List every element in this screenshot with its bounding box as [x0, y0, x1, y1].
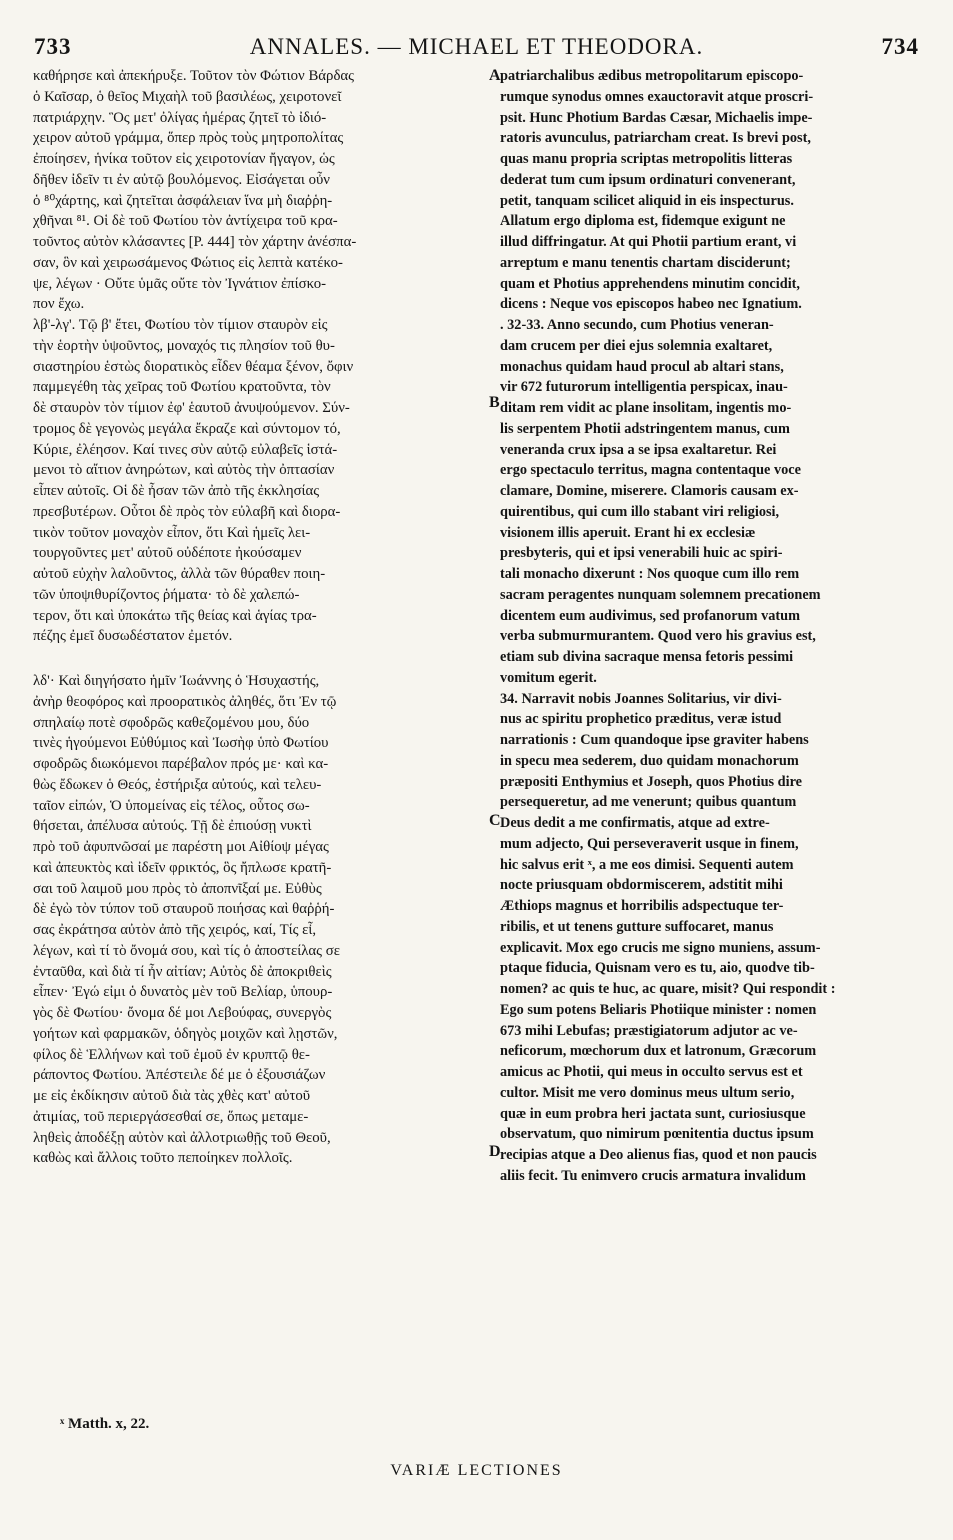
greek-column [33, 66, 488, 1406]
page-number-right: 734 [881, 34, 919, 59]
greek-text-line: ταῖον εἰπών, Ὁ ὑπομείνας εἰς τέλος, οὗτος σω- [33, 797, 310, 814]
latin-text-line: ribilis, et ut tenens gutture suffocaret, manus [500, 918, 774, 935]
greek-text-line: δῆθεν ἰδεῖν τι ἐν αὐτῷ βουλόμενος. Εἰσάγεται οὖν [33, 171, 330, 188]
greek-text-line: πον ἔχω. [33, 296, 85, 313]
greek-text-line: χειρον αὐτοῦ γράμμα, ὅπερ πρὸς τοὺς μητροπολίτας [33, 130, 344, 147]
greek-text-line: σας ἐκράτησα αὐτὸν ἀπὸ τῆς χειρός, καί, Τίς εἶ, [33, 922, 317, 938]
latin-text-line: . 32-33. Anno secundo, cum Photius veneran- [500, 317, 774, 333]
greek-text-line: ληθεὶς ἀποδέξῃ αὐτὸν καὶ ἀλλοτριωθῇς τοῦ Θεοῦ, [33, 1129, 331, 1146]
greek-text-line: ὁ ⁸⁰χάρτης, καὶ ζητεῖται ἀσφάλειαν ἵνα μὴ διαῤῥη- [33, 192, 333, 209]
latin-text-line: 34. Narravit nobis Joannes Solitarius, vir divi- [500, 690, 782, 707]
latin-text-line: sacram peragentes nunquam solemnem precationem [500, 586, 821, 603]
greek-text-line: σπηλαίῳ ποτὲ σφοδρῶς καθεζομένου μου, δύο [33, 714, 310, 731]
greek-text-line: καθήρησε καὶ ἀπεκήρυξε. Τοῦτον τὸν Φώτιον Βάρδας [33, 68, 355, 84]
latin-text-line: petit, tanquam scilicet aliquid in eis inspecturus. [500, 192, 794, 209]
greek-text-line: ἐποίησεν, ἡνίκα τοῦτον εἰς χειροτονίαν ἤγαγον, ὡς [33, 151, 335, 167]
latin-text-line: amicus ac Photii, qui meus in occulto servus est et [500, 1064, 803, 1080]
variae-lectiones-heading: VARIÆ LECTIONES [390, 1462, 563, 1479]
latin-text-line: lis serpentem Photii adstringentem manus, cum [500, 420, 790, 437]
latin-text-line: patriarchalibus ædibus metropolitarum episcopo- [500, 68, 804, 84]
running-title: ANNALES. — MICHAEL ET THEODORA. [249, 34, 704, 59]
latin-text-line: clamare, Domine, miserere. Clamoris causam ex- [500, 483, 799, 499]
greek-text-line: τερον, ὅτι καὶ ὑποκάτω τῆς θείας καὶ ἁγίας τρα- [33, 607, 317, 624]
greek-text-line: γὸς δὲ Φωτίου· ὄνομα δέ μοι Λεβούφας, συνεργὸς [33, 1005, 332, 1021]
greek-block-2 [33, 671, 488, 1169]
latin-text-line: explicavit. Mox ego crucis me signo muniens, assum- [500, 939, 821, 956]
greek-text-line: θήσεται, ἀπέλυσα αὐτούς. Τῇ δὲ ἐπιούσῃ νυκτὶ [33, 818, 312, 835]
greek-text-line: παμμεγέθη τὰς χεῖρας τοῦ Φωτίου κρατοῦντα, τὸν [33, 379, 331, 396]
latin-text-line: neficorum, mœchorum dux et latronum, Græcorum [500, 1043, 817, 1060]
latin-text-line: ergo spectaculo territus, magna contentaque voce [500, 462, 801, 479]
latin-text-line: ptaque fiducia, Quisnam vero es tu, aio, quodve tib- [500, 960, 815, 977]
latin-text-line: 673 mihi Lebufas; præstigiatorum adjutor ac ve- [500, 1022, 798, 1039]
greek-text-line: δὲ ἐγὼ τὸν τύπον τοῦ σταυροῦ ποιήσας καὶ θαῤῥή- [33, 901, 335, 918]
latin-text-line: quæ in eum probra heri jactata sunt, curiosiusque [500, 1105, 806, 1122]
greek-text-line: τρομος δὲ γεγονὼς μεγάλα ἔκραζε καὶ σύντομον τό, [33, 420, 341, 437]
latin-text-line: cultor. Misit me vero dominus meus ultum serio, [500, 1084, 795, 1101]
latin-text-line: persequeretur, ad me venerunt; quibus quantum [500, 794, 797, 811]
greek-text-line: ράποντος Φωτίου. Ἀπέστειλε δέ με ὁ ἐξουσιάζων [33, 1067, 326, 1084]
greek-text-line: καθὼς καὶ ἄλλοις τοῦτο πεποίηκεν πολλοῖς. [33, 1150, 293, 1167]
greek-text-line: πέζης ἐμεῖ δυσωδέστατον ἐμετόν. [33, 628, 233, 645]
greek-text-line: σιαστηρίου ἑστὼς διορατικὸς εἶδεν θέαμα ξένον, ὄφιν [33, 358, 354, 375]
latin-text-line: Deus dedit a me confirmatis, atque ad extre- [500, 815, 770, 831]
greek-text-line: ὁ Καῖσαρ, ὁ θεῖος Μιχαὴλ τοῦ βασιλέως, χειροτονεῖ [33, 88, 342, 105]
latin-text-line: visionem illis aperuit. Erant hi ex ecclesiæ [500, 524, 756, 541]
latin-text-line: mum adjecto, Qui perseveraverit usque in finem, [500, 835, 799, 852]
latin-text-line: dam crucem per diei ejus solemnia exaltaret, [500, 337, 773, 354]
latin-text-line: tali monacho dixerunt : Nos quoque cum illo rem [500, 566, 800, 582]
greek-text-line: σαι τοῦ λαιμοῦ μου πρὸς τὸ ἀποπνῖξαί με. Εὐθὺς [33, 880, 322, 897]
greek-text-line: ἐνταῦθα, καὶ διὰ τί ἦν αἰτίαν; Αὐτὸς δὲ ἀποκριθεὶς [33, 963, 332, 980]
greek-text-line: εἶπεν· Ἐγώ εἰμι ὁ δυνατὸς μὲν τοῦ Βελίαρ, ὑπουρ- [33, 984, 333, 1001]
latin-text-line: nomen? ac quis te huc, ac quare, misit? Qui respondit : [500, 981, 836, 997]
greek-text-line: τὴν ἑορτὴν ὑψοῦντος, μοναχός τις πλησίον τοῦ θυ- [33, 337, 335, 354]
greek-text-line: πρὸ τοῦ ἀφυπνῶσαί με παρέστη μοι Αἰθίοψ μέγας [33, 839, 329, 855]
latin-text-line: quam et Photius apprehendens minutim concidit, [500, 275, 801, 292]
latin-block-2 [500, 689, 920, 1187]
latin-text-line: vomitum egerit. [500, 669, 597, 686]
greek-text-line: αὐτοῦ εὐχὴν λαλοῦντος, ἀλλὰ τῶν θύραθεν ποιη- [33, 566, 326, 582]
latin-column [500, 66, 920, 1406]
greek-text-line: χθῆναι ⁸¹. Οἱ δὲ τοῦ Φωτίου τὸν ἀντίχειρα τοῦ κρα- [33, 213, 338, 230]
latin-text-line: Allatum ergo diploma est, fidemque exigunt ne [500, 213, 786, 230]
latin-text-line: Ego sum potens Beliaris Photiique minister : nomen [500, 1001, 817, 1018]
greek-text-line: ἀτιμίας, τοῦ περιεργάσεσθαί σε, ὅπως μεταμε- [33, 1108, 309, 1125]
greek-text-line: τῶν ὑποψιθυρίζοντος ῥήματα· τὸ δὲ χαλεπώ- [33, 586, 300, 603]
greek-text-line: σαν, ὃν καὶ χειρωσάμενος Φώτιος εἰς λεπτὰ κατέκο- [33, 254, 343, 271]
greek-text-line: εἶπεν αὐτοῖς. Οἱ δὲ ἦσαν τῶν ἀπὸ τῆς ἐκκλησίας [33, 483, 320, 499]
greek-block-1 [33, 66, 488, 647]
latin-text-line: rumque synodus omnes exauctoravit atque proscri- [500, 88, 814, 105]
latin-text-line: hic salvus erit ˣ, a me eos dimisi. Sequenti autem [500, 856, 794, 873]
greek-text-line: πρεσβυτέρων. Οὗτοι δὲ πρὸς τὸν εὐλαβῆ καὶ διορα- [33, 503, 341, 520]
latin-text-line: quirentibus, qui cum illo stabant viri religiosi, [500, 503, 780, 520]
latin-text-line: verba submurmurantem. Quod vero his gravius est, [500, 628, 816, 645]
margin-marker-d: D [489, 1143, 501, 1160]
latin-text-line: arreptum e manu tenentis chartam disciderunt; [500, 254, 791, 271]
greek-text-line: λέγων, καὶ τί τὸ ὄνομά σου, καὶ τίς ὁ ἀποστείλας σε [33, 942, 340, 959]
latin-text-line: aliis fecit. Tu enimvero crucis armatura invalidum [500, 1167, 806, 1184]
latin-text-line: dicens : Neque vos episcopos habeo nec Ignatium. [500, 296, 802, 313]
latin-text-line: psit. Hunc Photium Bardas Cæsar, Michaelis impe- [500, 109, 813, 126]
latin-text-line: recipias atque a Deo alienus fias, quod et non paucis [500, 1147, 817, 1163]
latin-text-line: dicentem eum audivimus, sed profanorum vatum [500, 607, 800, 624]
greek-text-line: ψε, λέγων · Οὔτε ὑμᾶς οὔτε τὸν Ἰγνάτιον ἐπίσκο- [33, 275, 327, 292]
greek-text-line: Κύριε, ἐλέησον. Καί τινες σὺν αὐτῷ εὐλαβεῖς ἱστά- [33, 441, 338, 458]
greek-text-line: θὼς ἔδωκεν ὁ Θεός, ἐστήριξα αὐτούς, καὶ τελευ- [33, 776, 322, 793]
latin-text-line: observatum, quo nimirum pœnitentia ductus ipsum [500, 1126, 814, 1143]
latin-text-line: ditam rem vidit ac plane insolitam, ingentis mo- [500, 400, 792, 416]
greek-text-line: καὶ ἀπευκτὸς καὶ ἰδεῖν φρικτός, ὃς ἤπλωσε κρατῆ- [33, 859, 332, 876]
margin-marker-c: C [489, 812, 501, 829]
greek-text-line: λδ'· Καὶ διηγήσατο ἡμῖν Ἰωάννης ὁ Ἡσυχαστής, [33, 673, 320, 689]
latin-text-line: nus ac spiritu prophetico præditus, veræ istud [500, 711, 782, 728]
latin-text-line: in specu mea sederem, duo quidam monachorum [500, 752, 799, 769]
greek-text-line: πατριάρχην. Ὃς μετ' ὀλίγας ἡμέρας ζητεῖ τὸ ἰδιό- [33, 109, 327, 126]
latin-text-line: monachus quidam haud procul ab altari stans, [500, 358, 784, 375]
latin-text-line: Æthiops magnus et horribilis adspectuque ter- [500, 898, 784, 914]
latin-text-line: presbyteris, qui et ipsi venerabili huic ac spiri- [500, 545, 783, 562]
greek-text-line: λβ'-λγ'. Τῷ β' ἔτει, Φωτίου τὸν τίμιον σταυρὸν εἰς [33, 317, 328, 333]
latin-text-line: etiam sub divina sacraque mensa fetoris pessimi [500, 649, 794, 665]
greek-text-line: τουργοῦντες μετ' αὐτοῦ οὐδέποτε ἠκούσαμεν [33, 545, 302, 562]
greek-text-line: ἀνὴρ θεοφόρος καὶ προορατικὸς ἀληθές, ὅτι Ἐν τῷ [33, 693, 337, 710]
latin-text-line: narrationis : Cum quandoque ipse graviter habens [500, 732, 809, 748]
latin-text-line: vir 672 futurorum intelligentia perspicax, inau- [500, 379, 788, 396]
latin-text-line: dederat tum cum ipsum ordinaturi convenerant, [500, 171, 796, 188]
margin-marker-a: A [489, 67, 501, 84]
latin-text-line: præpositi Enthymius et Joseph, quos Photius dire [500, 773, 803, 790]
latin-block-1 [500, 66, 920, 689]
greek-text-line: μενοι τὸ αἴτιον ἀνηρώτων, καὶ αὐτὸς τὴν ὀπτασίαν [33, 462, 335, 479]
page-number-left: 733 [34, 34, 72, 59]
greek-text-line: σφοδρῶς διωκόμενοι παρέβαλον πρός με· καὶ κα- [33, 756, 329, 772]
greek-text-line: τικὸν τοῦτον μοναχὸν εἶπον, ὅτι Καὶ ἡμεῖς λει- [33, 524, 311, 541]
footnote: ˣ Matth. x, 22. [60, 1416, 150, 1432]
latin-text-line: illud diffringatur. At qui Photii partium erant, vi [500, 234, 797, 250]
latin-text-line: veneranda crux ipsa a se ipsa exaltaretur. Rei [500, 441, 777, 458]
greek-text-line: γοήτων καὶ φαρμακῶν, ὁδηγὸς μοιχῶν καὶ λῃστῶν, [33, 1025, 338, 1042]
latin-text-line: quas manu propria scriptas metropolitis litteras [500, 151, 793, 167]
greek-text-line: φίλος δὲ Ἑλλήνων καὶ τοῦ ἐμοῦ ἐν κρυπτῷ θε- [33, 1046, 310, 1063]
greek-text-line: με εἰς ἐκδίκησιν αὐτοῦ διὰ τὰς χθὲς κατ' αὐτοῦ [33, 1088, 311, 1104]
latin-text-line: nocte priusquam obdormiscerem, adstitit mihi [500, 877, 783, 894]
margin-marker-b: B [489, 394, 500, 411]
running-head [34, 34, 919, 64]
latin-text-line: ratoris avunculus, patriarcham creat. Is brevi post, [500, 130, 811, 147]
greek-text-line: δὲ σταυρὸν τὸν τίμιον ἐφ' ἑαυτοῦ ἀνυψούμενον. Σύν- [33, 400, 350, 416]
greek-text-line: τινὲς ἡγούμενοι Εὐθύμιος καὶ Ἰωσὴφ ὑπὸ Φωτίου [33, 735, 329, 752]
greek-text-line: τοῦντος αὐτὸν κλάσαντες [P. 444] τὸν χάρτην ἀνέσπα- [33, 234, 357, 250]
